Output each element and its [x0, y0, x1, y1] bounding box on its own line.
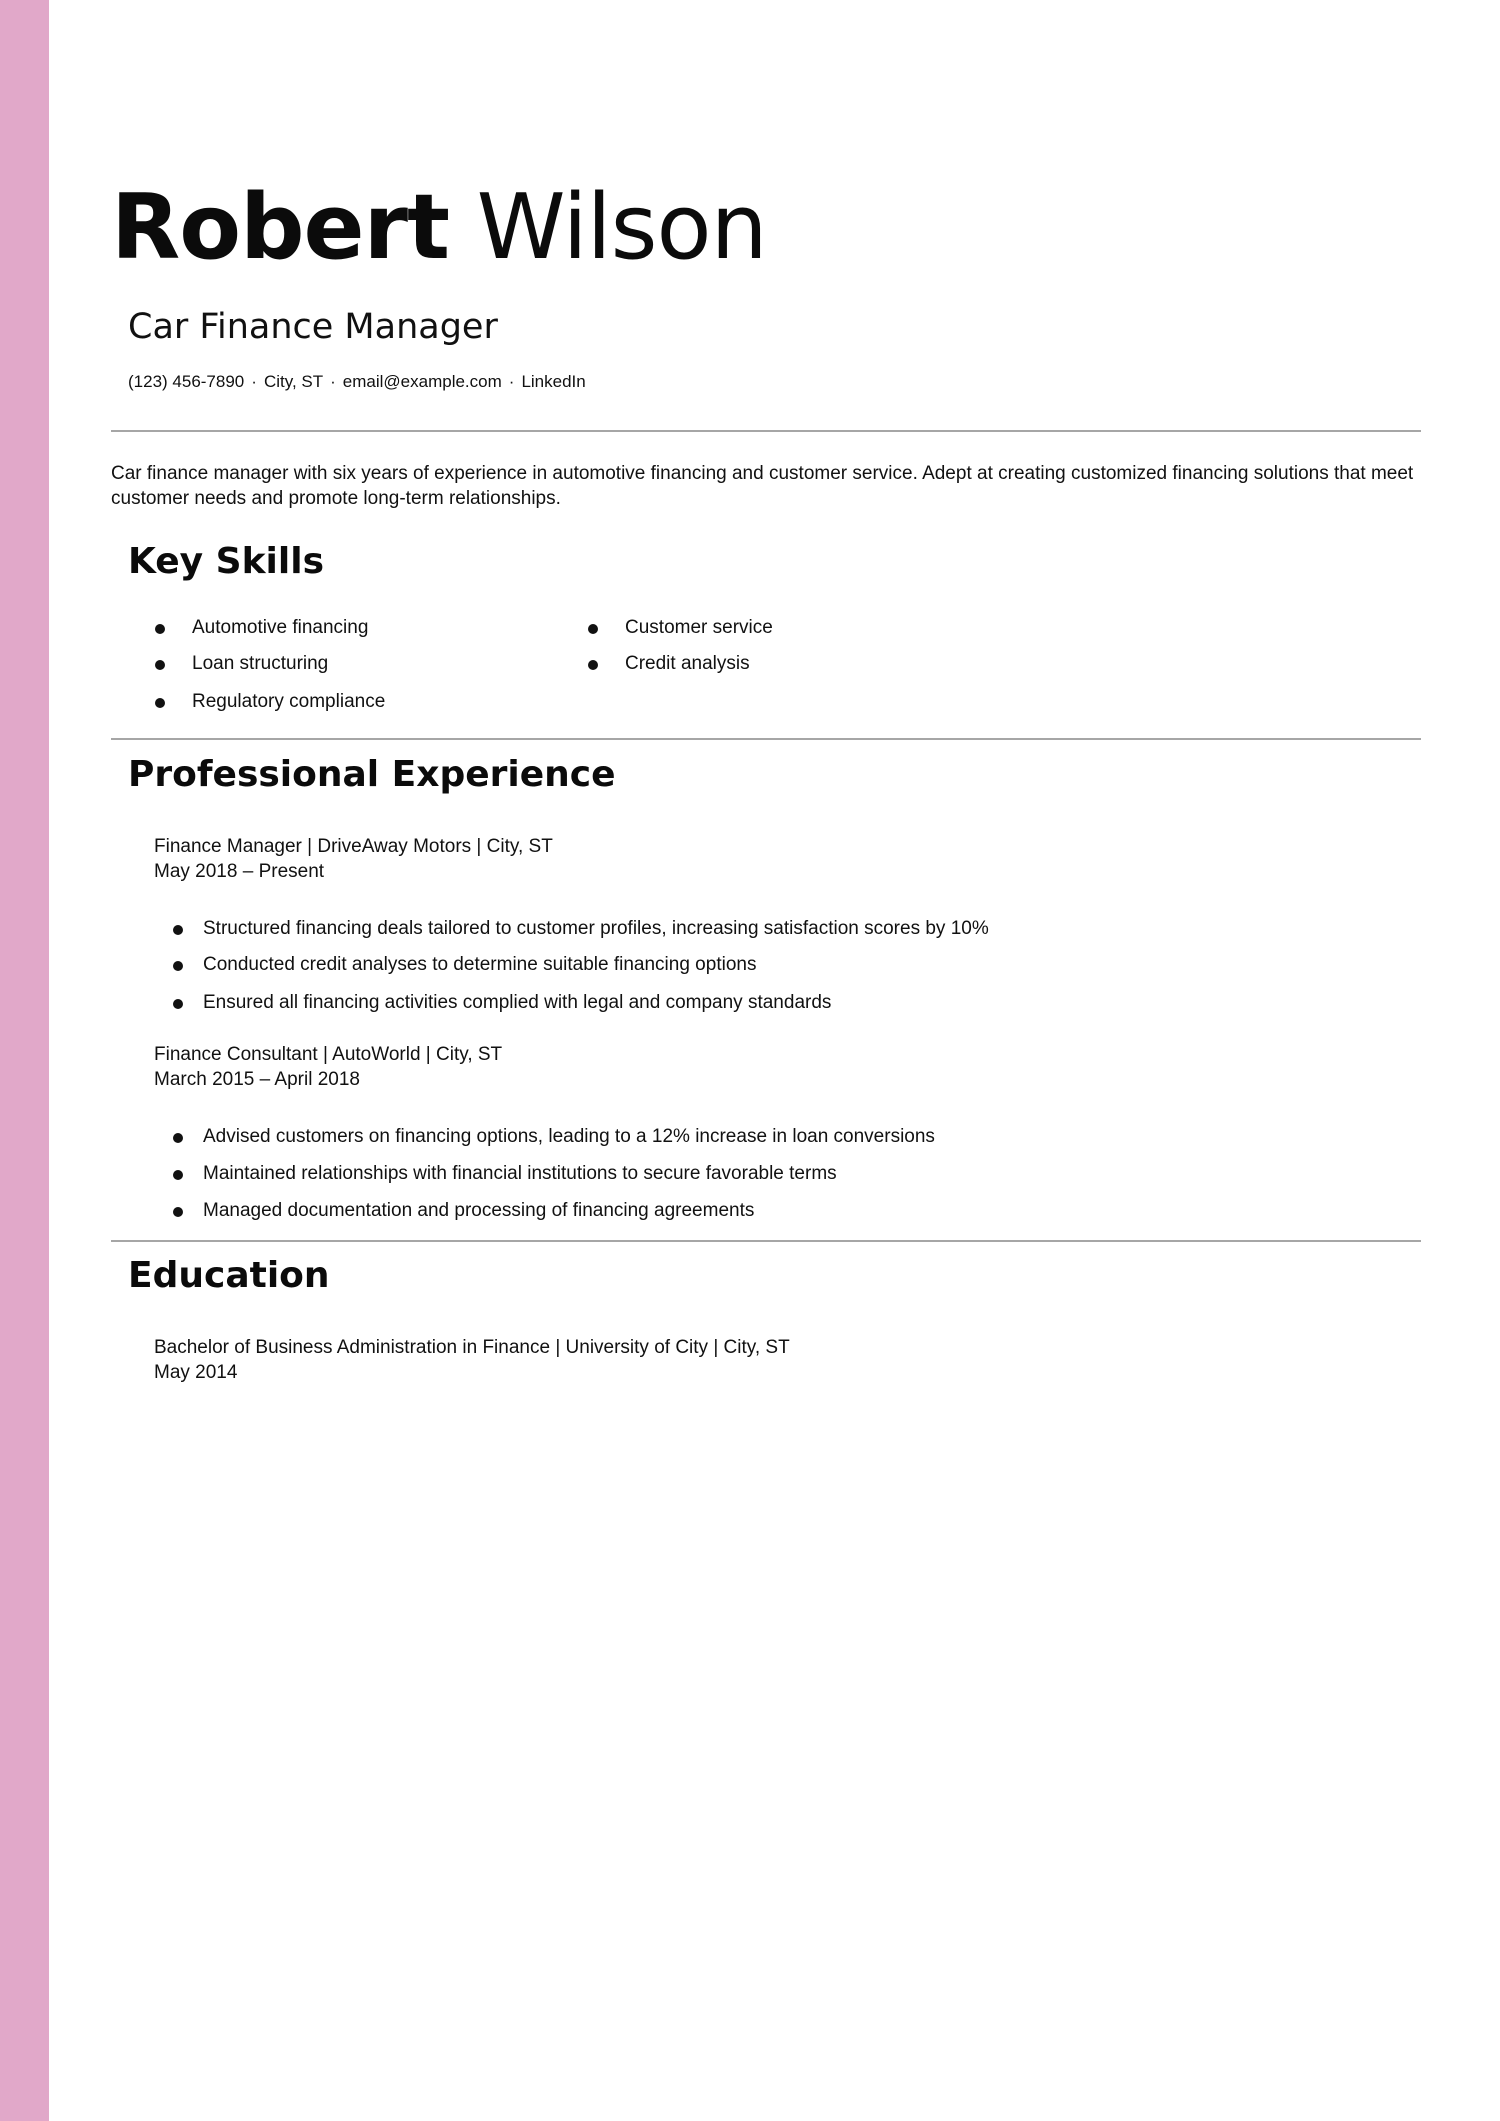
- contact-phone: (123) 456-7890: [128, 372, 245, 391]
- professional-summary: Car finance manager with six years of experience in automotive financing and customer service. Adept at creating customized financing solutions that meet customer needs and promote long-term relationships.: [111, 463, 1414, 509]
- experience-bullet-text: Maintained relationships with financial institutions to secure favorable terms: [203, 1163, 837, 1184]
- skill-item: Credit analysis: [625, 653, 750, 674]
- experience-bullet-text: Structured financing deals tailored to customer profiles, increasing satisfaction scores by 10%: [203, 918, 989, 939]
- skill-item: Regulatory compliance: [192, 691, 386, 712]
- contact-location: City, ST: [263, 372, 324, 391]
- contact-line: [128, 370, 586, 394]
- experience-bullet-text: Conducted credit analyses to determine suitable financing options: [203, 954, 757, 975]
- job-dates: May 2018 – Present: [154, 861, 325, 882]
- section-heading-education: Education: [128, 1255, 330, 1296]
- job-role-line: Finance Manager | DriveAway Motors | City, ST: [154, 836, 553, 857]
- last-name: Wilson: [476, 175, 767, 280]
- contact-email[interactable]: email@example.com: [342, 372, 502, 391]
- divider-experience: [111, 1240, 1421, 1242]
- bullet-icon: [173, 1170, 183, 1180]
- bullet-icon: [173, 925, 183, 935]
- experience-bullet-text: Managed documentation and processing of financing agreements: [203, 1200, 755, 1221]
- skill-item: Automotive financing: [192, 617, 369, 638]
- skill-item: Customer service: [625, 617, 773, 638]
- first-name: Robert: [111, 175, 450, 280]
- divider-header: [111, 430, 1421, 432]
- education-date: May 2014: [154, 1362, 238, 1383]
- accent-sidebar-bar: [0, 0, 49, 2121]
- bullet-icon: [173, 1207, 183, 1217]
- bullet-icon: [155, 698, 165, 708]
- bullet-icon: [155, 624, 165, 634]
- bullet-icon: [588, 660, 598, 670]
- bullet-icon: [173, 999, 183, 1009]
- bullet-icon: [173, 1133, 183, 1143]
- contact-linkedin-link[interactable]: LinkedIn: [521, 372, 586, 391]
- section-heading-skills: Key Skills: [128, 541, 324, 582]
- contact-separator: ·: [508, 372, 515, 391]
- candidate-name: [111, 168, 767, 288]
- section-heading-experience: Professional Experience: [128, 754, 616, 795]
- job-dates: March 2015 – April 2018: [154, 1069, 360, 1090]
- job-title: Car Finance Manager: [128, 307, 498, 347]
- divider-skills: [111, 738, 1421, 740]
- job-role-line: Finance Consultant | AutoWorld | City, ST: [154, 1044, 503, 1065]
- contact-separator: ·: [251, 372, 257, 391]
- bullet-icon: [155, 660, 165, 670]
- experience-bullet-text: Advised customers on financing options, leading to a 12% increase in loan conversions: [203, 1126, 935, 1147]
- skill-item: Loan structuring: [192, 653, 329, 674]
- education-degree-line: Bachelor of Business Administration in Finance | University of City | City, ST: [154, 1337, 790, 1358]
- experience-bullet-text: Ensured all financing activities complied with legal and company standards: [203, 992, 832, 1013]
- bullet-icon: [173, 961, 183, 971]
- bullet-icon: [588, 624, 598, 634]
- skills-list: [111, 615, 1111, 735]
- contact-separator: ·: [330, 372, 336, 391]
